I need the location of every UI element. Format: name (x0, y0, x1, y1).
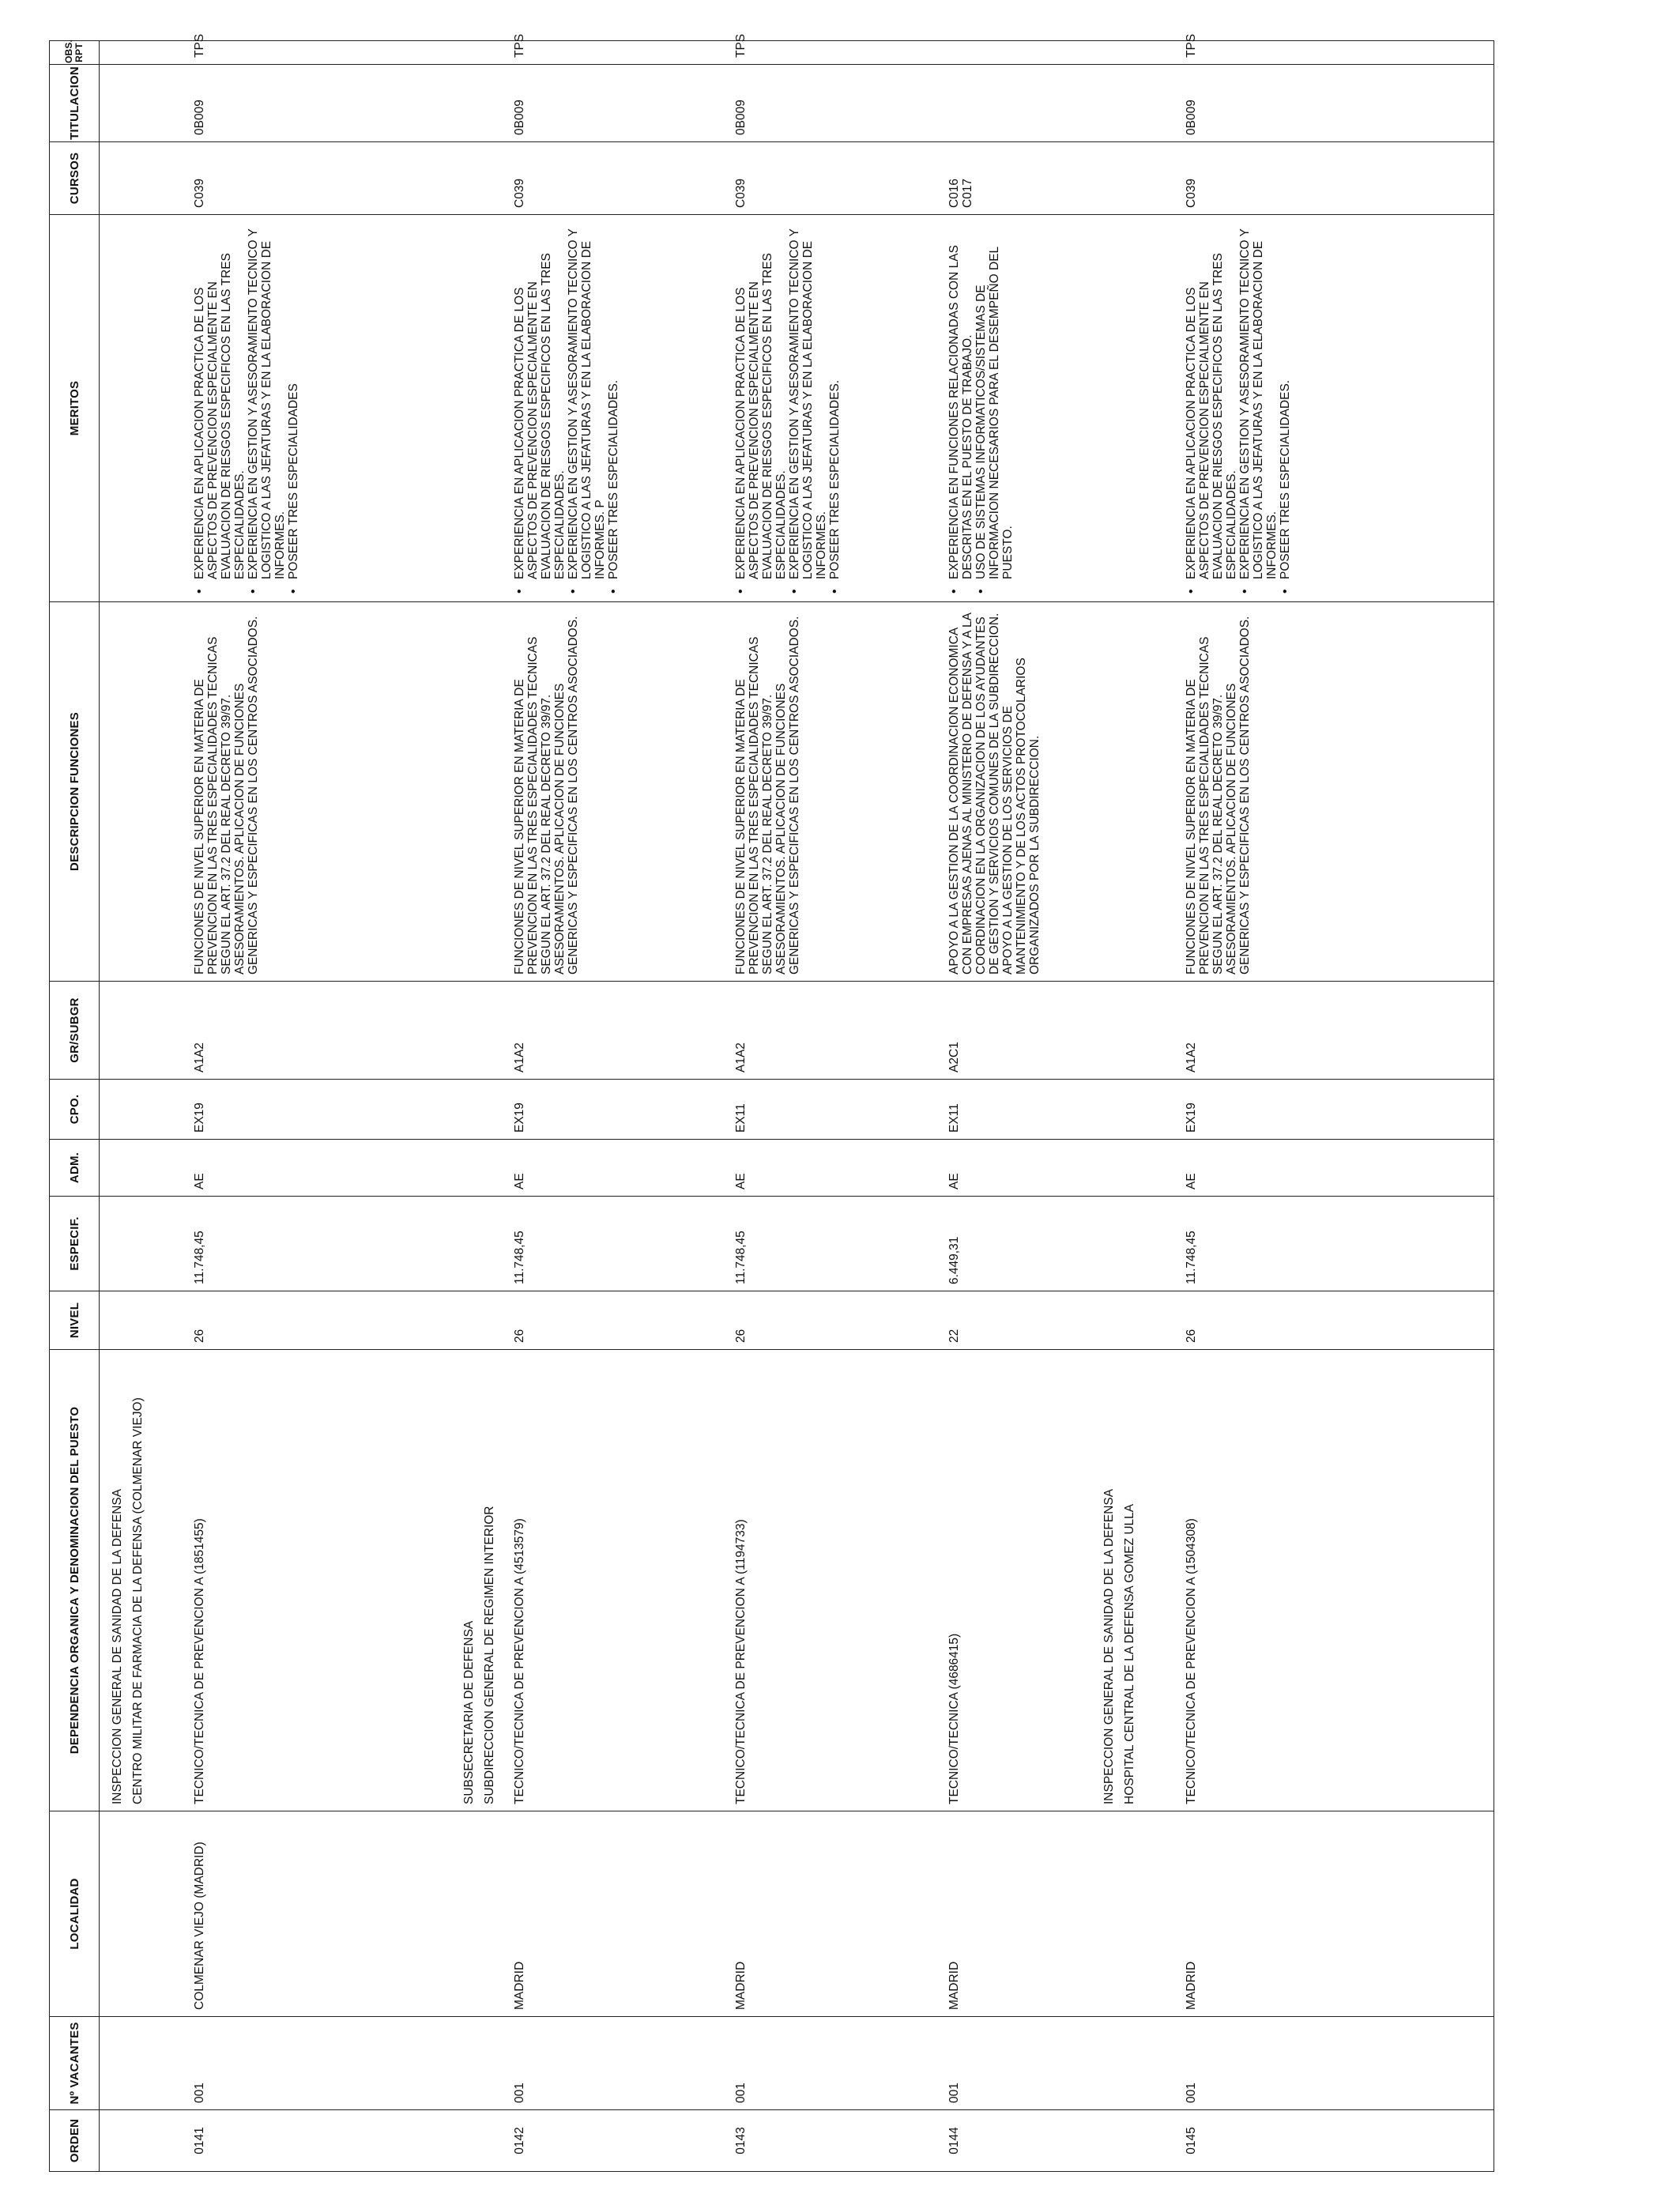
empty-cell (1091, 41, 1178, 65)
cell-especif: 11.748,45 (507, 1197, 728, 1291)
merito-item: • EXPERIENCIA EN GESTION Y ASESORAMIENTO TECNICO Y LOGISTICO A LAS JEFATURAS Y EN LA ELABORACION DE INFORMES. (788, 221, 828, 579)
table-body (100, 33, 1494, 2172)
cell-cpo: EX19 (1178, 1080, 1494, 1140)
cell-puesto: TECNICO/TECNICA DE PREVENCION A (4513579) (507, 1350, 728, 1811)
empty-cell (1091, 65, 1178, 142)
empty-cell (1091, 2110, 1178, 2172)
cell-descripcion: FUNCIONES DE NIVEL SUPERIOR EN MATERIA DE PREVENCION EN LAS TRES ESPECIALIDADES TECNICAS SEGUN EL ART. 37.2 DEL REAL DECRETO 39/97. ASESORAMIENTOS. APLICACION DE FUNCIONES GENERICAS Y ESPECIFICAS EN LOS CENTROS ASOCIADOS. (186, 602, 451, 982)
cell-obs: TPS (1178, 41, 1494, 65)
table-row (941, 41, 1091, 2172)
cell-cpo: EX19 (186, 1080, 451, 1140)
dependencia-line: SUBSECRETARIA DE DEFENSA (461, 1620, 476, 1804)
meritos-list (513, 221, 620, 595)
cell-titulacion: 0B009 (1178, 65, 1494, 142)
cell-orden: 0142 (507, 2110, 728, 2172)
empty-cell (1091, 2017, 1178, 2110)
cell-cpo: EX11 (941, 1080, 1091, 1140)
header-descripcion: DESCRIPCION FUNCIONES (50, 602, 100, 982)
cell-titulacion: 0B009 (507, 65, 728, 142)
dependencia-line: HOSPITAL CENTRAL DE LA DEFENSA GOMEZ ULLA (1122, 1503, 1136, 1804)
cell-especif: 11.748,45 (186, 1197, 451, 1291)
empty-cell (451, 2110, 507, 2172)
cell-descripcion: FUNCIONES DE NIVEL SUPERIOR EN MATERIA DE PREVENCION EN LAS TRES ESPECIALIDADES TECNICAS SEGUN EL ART. 37.2 DEL REAL DECRETO 39/97. ASESORAMIENTOS. APLICACION DE FUNCIONES GENERICAS Y ESPECIFICAS EN LOS CENTROS ASOCIADOS. (1178, 602, 1494, 982)
cell-orden: 0141 (186, 2110, 451, 2172)
cell-cursos: C039 (507, 142, 728, 215)
group-header-row (100, 41, 186, 2172)
empty-cell (1091, 982, 1178, 1080)
cell-cursos: C039 (728, 142, 941, 215)
cell-adm: AE (507, 1140, 728, 1197)
cell-meritos (728, 215, 941, 602)
empty-cell (451, 215, 507, 602)
cell-titulacion: 0B009 (728, 65, 941, 142)
cell-obs: TPS (728, 41, 941, 65)
group-header-row (1091, 41, 1178, 2172)
cell-titulacion (941, 65, 1091, 142)
cell-descripcion: FUNCIONES DE NIVEL SUPERIOR EN MATERIA DE PREVENCION EN LAS TRES ESPECIALIDADES TECNICAS SEGUN EL ART. 37.2 DEL REAL DECRETO 39/97. ASESORAMIENTOS. APLICACION DE FUNCIONES GENERICAS Y ESPECIFICAS EN LOS CENTROS ASOCIADOS. (728, 602, 941, 982)
cell-cursos: C039 (1178, 142, 1494, 215)
vacancy-table (49, 33, 1494, 2172)
header-localidad: LOCALIDAD (50, 1811, 100, 2017)
empty-cell (100, 1811, 186, 2017)
meritos-list (193, 221, 300, 595)
cell-grsubgr: A1A2 (186, 982, 451, 1080)
merito-item: • EXPERIENCIA EN APLICACION PRACTICA DE LOS ASPECTOS DE PREVENCION ESPECIALMENTE EN EVALUACION DE RIESGOS ESPECIFICOS EN LAS TRES ESPECIALIDADES. (1185, 221, 1238, 579)
empty-cell (451, 41, 507, 65)
header-orden: ORDEN (50, 2110, 100, 2172)
header-cursos: CURSOS (50, 142, 100, 215)
cell-adm: AE (1178, 1140, 1494, 1197)
dependencia-line: INSPECCION GENERAL DE SANIDAD DE LA DEFENSA (1102, 1488, 1116, 1804)
cell-meritos (186, 215, 451, 602)
empty-cell (100, 1197, 186, 1291)
empty-cell (1091, 1080, 1178, 1140)
cell-especif: 11.748,45 (728, 1197, 941, 1291)
empty-cell (451, 982, 507, 1080)
cell-especif: 11.748,45 (1178, 1197, 1494, 1291)
cell-titulacion: 0B009 (186, 65, 451, 142)
cell-cpo: EX11 (728, 1080, 941, 1140)
header-dependencia: DEPENDENCIA ORGANICA Y DENOMINACION DEL PUESTO (50, 1350, 100, 1811)
meritos-list (947, 221, 1015, 595)
merito-item: • EXPERIENCIA EN APLICACION PRACTICA DE LOS ASPECTOS DE PREVENCION ESPECIALMENTE EN EVALUACION DE RIESGOS ESPECIFICOS EN LAS TRES ESPECIALIDADES. (734, 221, 788, 579)
empty-cell (451, 142, 507, 215)
cell-localidad: MADRID (941, 1811, 1091, 2017)
cell-vacantes: 001 (1178, 2017, 1494, 2110)
empty-cell (451, 1140, 507, 1197)
cell-adm: AE (728, 1140, 941, 1197)
merito-item: • USO DE SISTEMAS INFORMATICOS/SISTEMAS DE INFORMACION NECESARIOS PARA EL DESEMPEÑO DEL PUESTO. (974, 221, 1015, 579)
cell-localidad: MADRID (507, 1811, 728, 2017)
cell-adm: AE (186, 1140, 451, 1197)
header-cpo: CPO. (50, 1080, 100, 1140)
header-obs: OBS. RPT (50, 41, 100, 65)
merito-item: • EXPERIENCIA EN GESTION Y ASESORAMIENTO TECNICO Y LOGISTICO A LAS JEFATURAS Y EN LA ELABORACION DE INFORMES. (247, 221, 287, 579)
empty-cell (100, 1291, 186, 1350)
cell-nivel: 26 (507, 1291, 728, 1350)
cell-nivel: 26 (728, 1291, 941, 1350)
empty-cell (1091, 1197, 1178, 1291)
table-row (1178, 41, 1494, 2172)
cell-puesto: TECNICO/TECNICA DE PREVENCION A (1194733) (728, 1350, 941, 1811)
dependencia-group (451, 1350, 507, 1811)
empty-cell (1091, 1291, 1178, 1350)
empty-cell (451, 1811, 507, 2017)
empty-cell (100, 65, 186, 142)
empty-cell (451, 2017, 507, 2110)
cell-puesto: TECNICO/TECNICA DE PREVENCION A (1504308) (1178, 1350, 1494, 1811)
merito-item: • EXPERIENCIA EN GESTION Y ASESORAMIENTO TECNICO Y LOGISTICO A LAS JEFATURAS Y EN LA ELABORACION DE INFORMES. (1238, 221, 1279, 579)
header-adm: ADM. (50, 1140, 100, 1197)
merito-item: • EXPERIENCIA EN APLICACION PRACTICA DE LOS ASPECTOS DE PREVENCION ESPECIALMENTE EN EVALUACION DE RIESGOS ESPECIFICOS EN LAS TRES ESPECIALIDADES. (193, 221, 247, 579)
table-row (186, 41, 451, 2172)
empty-cell (100, 142, 186, 215)
header-nivel: NIVEL (50, 1291, 100, 1350)
cell-puesto: TECNICO/TECNICA DE PREVENCION A (1851455) (186, 1350, 451, 1811)
cell-vacantes: 001 (941, 2017, 1091, 2110)
cell-grsubgr: A1A2 (1178, 982, 1494, 1080)
empty-cell (1091, 1811, 1178, 2017)
cell-descripcion: FUNCIONES DE NIVEL SUPERIOR EN MATERIA DE PREVENCION EN LAS TRES ESPECIALIDADES TECNICAS SEGUN EL ART. 37.2 DEL REAL DECRETO 39/97. ASESORAMIENTOS. APLICACION DE FUNCIONES GENERICAS Y ESPECIFICAS EN LOS CENTROS ASOCIADOS. (507, 602, 728, 982)
empty-cell (100, 215, 186, 602)
dependencia-group (1091, 1350, 1178, 1811)
empty-cell (451, 602, 507, 982)
cell-especif: 6.449,31 (941, 1197, 1091, 1291)
cell-localidad: MADRID (1178, 1811, 1494, 2017)
cell-vacantes: 001 (728, 2017, 941, 2110)
cell-adm: AE (941, 1140, 1091, 1197)
empty-cell (100, 1140, 186, 1197)
cell-grsubgr: A1A2 (507, 982, 728, 1080)
empty-cell (451, 1080, 507, 1140)
table-row (507, 41, 728, 2172)
empty-cell (1091, 142, 1178, 215)
cell-cursos: C039 (186, 142, 451, 215)
cell-obs: TPS (507, 41, 728, 65)
cell-cursos: C016 C017 (941, 142, 1091, 215)
cell-grsubgr: A2C1 (941, 982, 1091, 1080)
header-especif: ESPECIF. (50, 1197, 100, 1291)
cell-obs (941, 41, 1091, 65)
merito-item: • POSEER TRES ESPECIALIDADES. (828, 221, 842, 579)
cell-meritos (507, 215, 728, 602)
empty-cell (451, 1197, 507, 1291)
cell-puesto: TECNICO/TECNICA (4686415) (941, 1350, 1091, 1811)
dependencia-line: SUBDIRECCION GENERAL DE REGIMEN INTERIOR (482, 1506, 496, 1804)
empty-cell (100, 41, 186, 65)
cell-meritos (941, 215, 1091, 602)
merito-item: • POSEER TRES ESPECIALIDADES. (1279, 221, 1292, 579)
merito-item: • EXPERIENCIA EN APLICACION PRACTICA DE LOS ASPECTOS DE PREVENCION ESPECIALMENTE EN EVALUACION DE RIESGOS ESPECIFICOS EN LAS TRES ESPECIALIDADES. (513, 221, 567, 579)
cell-obs: TPS (186, 41, 451, 65)
cell-orden: 0144 (941, 2110, 1091, 2172)
cell-descripcion: APOYO A LA GESTION DE LA COORDINACION ECONOMICA CON EMPRESAS AJENAS AL MINISTERIO DE DEFENSA Y A LA COORDINACION EN LA ORGANIZACION DE LOS AYUDANTES DE GESTION Y SERVICIOS COMUNES DE LA SUBDIRECCION. APOYO A LA GESTION DE LOS SERVICIOS DE MANTENIMIENTO Y DE LOS ACTOS PROTOCOLARIOS ORGANIZADOS POR LA SUBDIRECCION. (941, 602, 1091, 982)
header-grsubgr: GR/SUBGR (50, 982, 100, 1080)
meritos-list (734, 221, 842, 595)
dependencia-group (100, 1350, 186, 1811)
cell-grsubgr: A1A2 (728, 982, 941, 1080)
empty-cell (100, 1080, 186, 1140)
merito-item: • EXPERIENCIA EN GESTION Y ASESORAMIENTO TECNICO Y LOGISTICO A LAS JEFATURAS Y EN LA ELABORACION DE INFORMES. P (567, 221, 607, 579)
header-vacantes: Nº VACANTES (50, 2017, 100, 2110)
empty-cell (100, 602, 186, 982)
header-meritos: MERITOS (50, 215, 100, 602)
header-titulacion: TITULACION (50, 65, 100, 142)
merito-item: • POSEER TRES ESPECIALIDADES (287, 221, 300, 579)
empty-cell (1091, 602, 1178, 982)
cell-meritos (1178, 215, 1494, 602)
cell-orden: 0143 (728, 2110, 941, 2172)
merito-item: • EXPERIENCIA EN FUNCIONES RELACIONADAS CON LAS DESCRITAS EN EL PUESTO DE TRABAJO. (947, 221, 974, 579)
header-row (50, 41, 100, 2172)
table-row (728, 41, 941, 2172)
empty-cell (451, 1291, 507, 1350)
empty-cell (1091, 1140, 1178, 1197)
empty-cell (100, 2017, 186, 2110)
group-header-row (451, 41, 507, 2172)
cell-vacantes: 001 (186, 2017, 451, 2110)
empty-cell (100, 982, 186, 1080)
dependencia-line: INSPECCION GENERAL DE SANIDAD DE LA DEFENSA (111, 1488, 124, 1804)
cell-vacantes: 001 (507, 2017, 728, 2110)
dependencia-line: CENTRO MILITAR DE FARMACIA DE LA DEFENSA (COLMENAR VIEJO) (131, 1397, 145, 1804)
merito-item: • POSEER TRES ESPECIALIDADES. (607, 221, 620, 579)
empty-cell (100, 2110, 186, 2172)
cell-localidad: COLMENAR VIEJO (MADRID) (186, 1811, 451, 2017)
cell-cpo: EX19 (507, 1080, 728, 1140)
cell-localidad: MADRID (728, 1811, 941, 2017)
cell-orden: 0145 (1178, 2110, 1494, 2172)
cell-nivel: 22 (941, 1291, 1091, 1350)
cell-nivel: 26 (1178, 1291, 1494, 1350)
cell-nivel: 26 (186, 1291, 451, 1350)
empty-cell (1091, 215, 1178, 602)
empty-cell (451, 65, 507, 142)
meritos-list (1185, 221, 1292, 595)
